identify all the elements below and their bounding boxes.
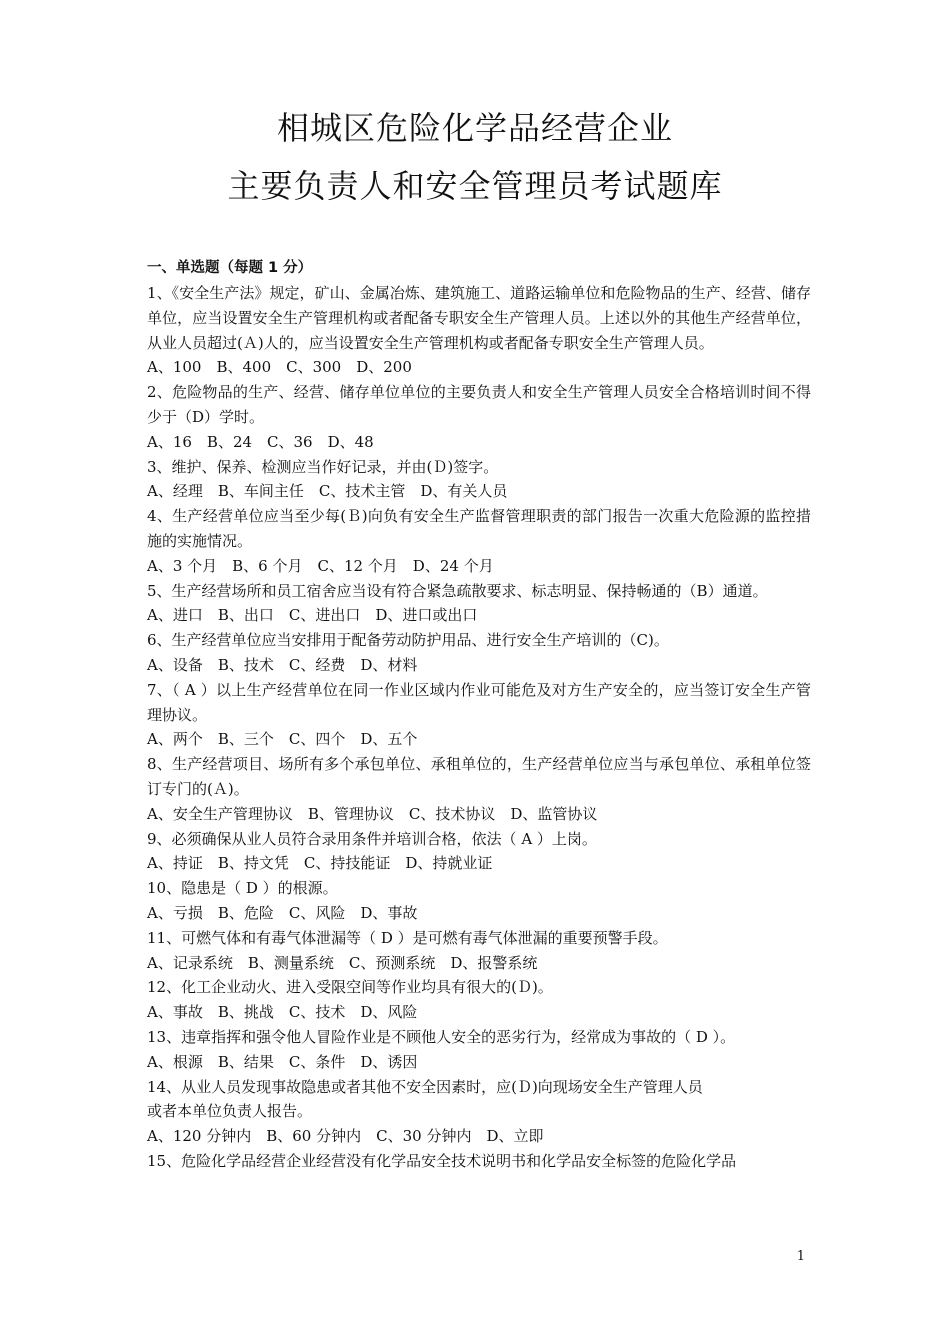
question-text: 12、化工企业动火、进入受限空间等作业均具有很大的(Ｄ)。 <box>147 978 553 997</box>
question-text: 4、生产经营单位应当至少每(Ｂ)向负有安全生产监督管理职责的部门报告一次重大危险源的监控措施的实施情况。 <box>147 507 811 550</box>
question-text: 或者本单位负责人报告。 <box>147 1102 313 1121</box>
document-title-line-1: 相城区危险化学品经营企业 <box>276 109 673 147</box>
question-list <box>147 281 811 1174</box>
question-text: 7、（ A ）以上生产经营单位在同一作业区域内作业可能危及对方生产安全的，应当签订安全生产管理协议。 <box>147 680 811 724</box>
question-text: 8、生产经营项目、场所有多个承包单位、承租单位的，生产经营单位应当与承包单位、承租单位签订专门的(Ａ)。 <box>147 755 811 798</box>
answer-options: A、120 分钟内 B、60 分钟内 C、30 分钟内 D、立即 <box>147 1127 544 1146</box>
answer-options: A、100 B、400 C、300 D、200 <box>147 358 412 377</box>
answer-options: A、进口 B、出口 C、进出口 D、进口或出口 <box>147 606 478 625</box>
answer-options: A、3 个月 B、6 个月 C、12 个月 D、24 个月 <box>147 556 494 575</box>
page-number: 1 <box>796 1249 805 1264</box>
answer-options: A、安全生产管理协议 B、管理协议 C、技术协议 D、监管协议 <box>147 804 598 823</box>
answer-options: A、16 B、24 C、36 D、48 <box>147 432 374 451</box>
document-title-line-2: 主要负责人和安全管理员考试题库 <box>227 167 723 205</box>
question-text: 13、违章指挥和强令他人冒险作业是不顾他人安全的恶劣行为，经常成为事故的（ D ）。 <box>147 1027 736 1046</box>
question-text: 1、《安全生产法》规定，矿山、金属冶炼、建筑施工、道路运输单位和危险物品的生产、经营、储存单位，应当设置安全生产管理机构或者配备专职安全生产管理人员。上述以外的其他生产经营单位，从业人员超过(Ａ)人的，应当设置安全生产管理机构或者配备专职安全生产管理人员。 <box>147 284 811 352</box>
answer-options: A、亏损 B、危险 C、风险 D、事故 <box>147 903 418 922</box>
question-text: 11、可燃气体和有毒气体泄漏等（ D ）是可燃有毒气体泄漏的重要预警手段。 <box>147 928 668 947</box>
question-text: 9、必须确保从业人员符合录用条件并培训合格，依法（ A ）上岗。 <box>147 829 597 848</box>
answer-options: A、经理 B、车间主任 C、技术主管 D、有关人员 <box>147 482 508 501</box>
section-heading: 一、单选题（每题 1 分） <box>147 260 313 276</box>
question-text: 5、生产经营场所和员工宿舍应当设有符合紧急疏散要求、标志明显、保持畅通的（B）通道。 <box>147 581 768 600</box>
answer-options: A、事故 B、挑战 C、技术 D、风险 <box>147 1003 418 1022</box>
answer-options: A、设备 B、技术 C、经费 D、材料 <box>147 655 418 674</box>
answer-options: A、记录系统 B、测量系统 C、预测系统 D、报警系统 <box>147 953 538 972</box>
answer-options: A、根源 B、结果 C、条件 D、诱因 <box>147 1052 418 1071</box>
question-text: 10、隐患是（ D ）的根源。 <box>147 879 338 898</box>
question-text: 14、从业人员发现事故隐患或者其他不安全因素时，应(Ｄ)向现场安全生产管理人员 <box>147 1077 703 1096</box>
question-text: 2、危险物品的生产、经营、储存单位单位的主要负责人和安全生产管理人员安全合格培训时间不得少于（D）学时。 <box>147 383 811 426</box>
question-text: 6、生产经营单位应当安排用于配备劳动防护用品、进行安全生产培训的（C)。 <box>147 631 669 650</box>
answer-options: A、持证 B、持文凭 C、持技能证 D、持就业证 <box>147 854 493 873</box>
question-text: 3、维护、保养、检测应当作好记录，并由(Ｄ)签字。 <box>147 457 499 476</box>
question-text: 15、危险化学品经营企业经营没有化学品安全技术说明书和化学品安全标签的危险化学品 <box>147 1151 737 1170</box>
answer-options: A、两个 B、三个 C、四个 D、五个 <box>147 730 418 749</box>
